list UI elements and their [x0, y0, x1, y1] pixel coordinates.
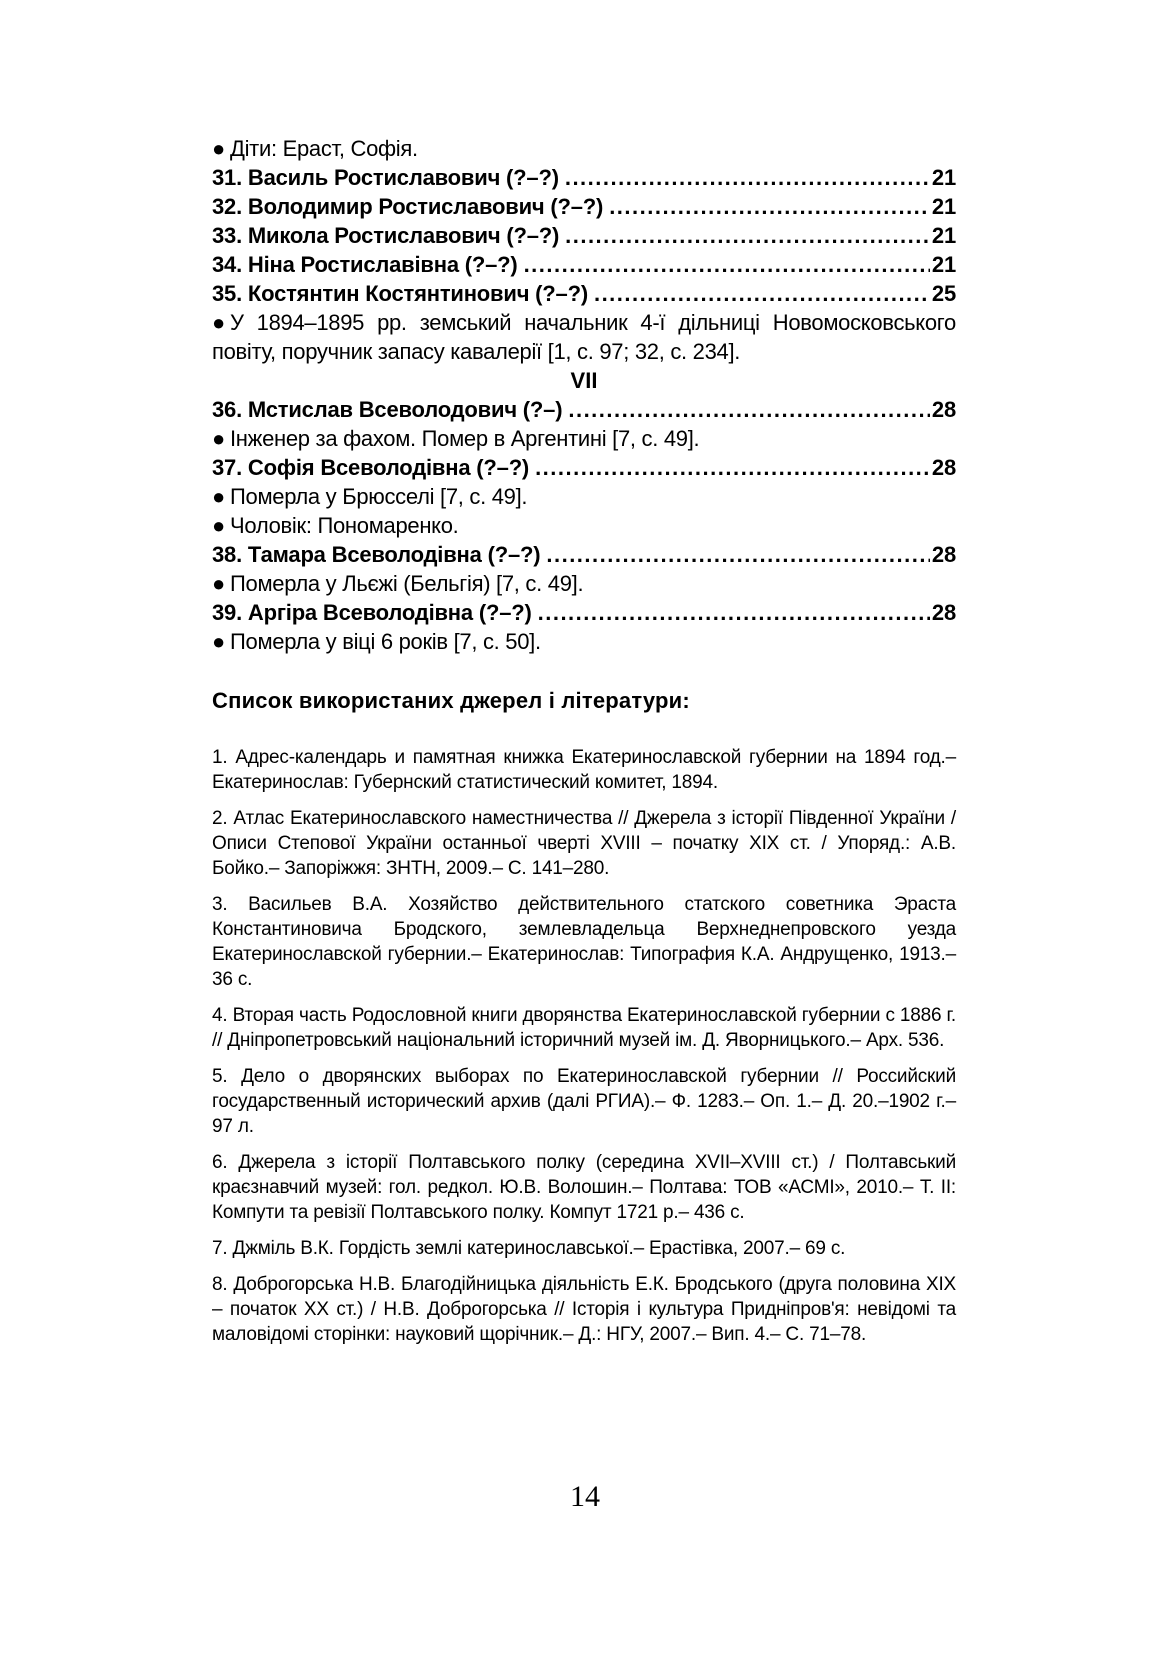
bullet-note	[212, 308, 956, 366]
entry-name: 37. Софія Всеволодівна (?–?)	[212, 455, 530, 480]
entry-name: 34. Ніна Ростиславівна (?–?)	[212, 252, 518, 277]
references-list	[212, 745, 956, 1347]
dot-leader	[594, 279, 930, 308]
bullet-text: Померла у Брюсселі [7, с. 49].	[230, 484, 528, 509]
bullet-icon: ●	[212, 629, 225, 654]
entry-name: 39. Аргіра Всеволодівна (?–?)	[212, 600, 532, 625]
entry-page: 21	[931, 223, 956, 248]
document-page	[212, 134, 956, 1358]
reference-item: 7. Джміль В.К. Гордість землі катеринославської.– Ерастівка, 2007.– 69 с.	[212, 1238, 846, 1259]
bullet-note	[212, 134, 956, 163]
bullet-text: Померла у віці 6 років [7, с. 50].	[230, 629, 541, 654]
entry-page: 28	[931, 600, 956, 625]
bullet-text: Померла у Льєжі (Бельгія) [7, с. 49].	[230, 571, 584, 596]
entry-name: 31. Василь Ростиславович (?–?)	[212, 165, 559, 190]
bullet-note	[212, 627, 956, 656]
entry-page: 28	[931, 397, 956, 422]
genealogy-entry	[212, 540, 956, 569]
genealogy-entry	[212, 192, 956, 221]
entry-page: 28	[931, 542, 956, 567]
bullet-text: Діти: Ераст, Софія.	[230, 136, 418, 161]
dot-leader	[609, 192, 930, 221]
bullet-icon: ●	[212, 426, 225, 451]
dot-leader	[568, 395, 930, 424]
bullet-icon: ●	[212, 136, 225, 161]
entry-name: 36. Мстислав Всеволодович (?–)	[212, 397, 563, 422]
genealogy-entry	[212, 279, 956, 308]
bullet-icon: ●	[212, 484, 225, 509]
dot-leader	[546, 540, 930, 569]
page-number: 14	[570, 1480, 600, 1513]
entry-name: 35. Костянтин Костянтинович (?–?)	[212, 281, 588, 306]
reference-item: 1. Адрес-календарь и памятная книжка Екатеринославской губернии на 1894 год.– Екатеринослав: Губернский статистический комитет, 1894.	[212, 747, 956, 793]
entry-page: 25	[931, 281, 956, 306]
entry-page: 28	[931, 455, 956, 480]
bullet-text: У 1894–1895 рр. земський начальник 4-ї дільниці Новомосковського повіту, поручник запасу кавалерії [1, с. 97; 32, с. 234].	[212, 310, 956, 364]
bullet-icon: ●	[212, 310, 225, 335]
dot-leader	[538, 598, 930, 627]
dot-leader	[565, 221, 930, 250]
bullet-note	[212, 569, 956, 598]
bullet-icon: ●	[212, 571, 225, 596]
reference-item: 2. Атлас Екатеринославского наместничества // Джерела з історії Південної України / Описи Степової України останньої чверті XVIII – початку XIX ст. / Упоряд.: А.В. Бойко.– Запоріжжя: ЗНТН, 2009.– С. 141–280.	[212, 808, 956, 879]
genealogy-entry	[212, 453, 956, 482]
reference-item: 6. Джерела з історії Полтавського полку (середина XVII–XVIII ст.) / Полтавський краєзнавчий музей: гол. редкол. Ю.В. Волошин.– Полтава: ТОВ «АСМІ», 2010.– Т. ІІ: Компути та ревізії Полтавського полку. Компут 1721 р.– 436 с.	[212, 1152, 956, 1223]
reference-item: 5. Дело о дворянских выборах по Екатеринославской губернии // Российский государственный исторический архив (далі РГИА).– Ф. 1283.– Оп. 1.– Д. 20.–1902 г.–97 л.	[212, 1066, 956, 1137]
bullet-note	[212, 511, 956, 540]
dot-leader	[524, 250, 930, 279]
bullet-note	[212, 424, 956, 453]
entry-page: 21	[931, 165, 956, 190]
reference-item: 4. Вторая часть Родословной книги дворянства Екатеринославской губернии с 1886 г. // Дніпропетровський національний історичний музей ім. Д. Яворницького.– Арх. 536.	[212, 1005, 956, 1051]
genealogy-entry	[212, 395, 956, 424]
dot-leader	[535, 453, 930, 482]
section-heading: VII	[570, 368, 598, 393]
dot-leader	[565, 163, 930, 192]
entry-name: 38. Тамара Всеволодівна (?–?)	[212, 542, 541, 567]
bullet-icon: ●	[212, 513, 225, 538]
references-title: Список використаних джерел і літератури:	[212, 688, 690, 713]
entry-page: 21	[931, 194, 956, 219]
genealogy-entry	[212, 221, 956, 250]
bullet-text: Чоловік: Пономаренко.	[230, 513, 459, 538]
entry-name: 32. Володимир Ростиславович (?–?)	[212, 194, 604, 219]
genealogy-entry	[212, 163, 956, 192]
genealogy-entry	[212, 598, 956, 627]
bullet-note	[212, 482, 956, 511]
reference-item: 8. Доброгорська Н.В. Благодійницька діяльність Е.К. Бродського (друга половина XIX – початок XX ст.) / Н.В. Доброгорська // Історія і культура Придніпров'я: невідомі та маловідомі сторінки: науковий щорічник.– Д.: НГУ, 2007.– Вип. 4.– С. 71–78.	[212, 1274, 956, 1345]
entry-page: 21	[931, 252, 956, 277]
bullet-text: Інженер за фахом. Помер в Аргентині [7, с. 49].	[230, 426, 700, 451]
reference-item: 3. Васильев В.А. Хозяйство действительного статского советника Эраста Константиновича Бродского, землевладельца Верхнеднепровского уезда Екатеринославской губернии.– Екатеринослав: Типография К.А. Андрущенко, 1913.– 36 с.	[212, 894, 956, 990]
genealogy-entry	[212, 250, 956, 279]
entry-name: 33. Микола Ростиславович (?–?)	[212, 223, 560, 248]
